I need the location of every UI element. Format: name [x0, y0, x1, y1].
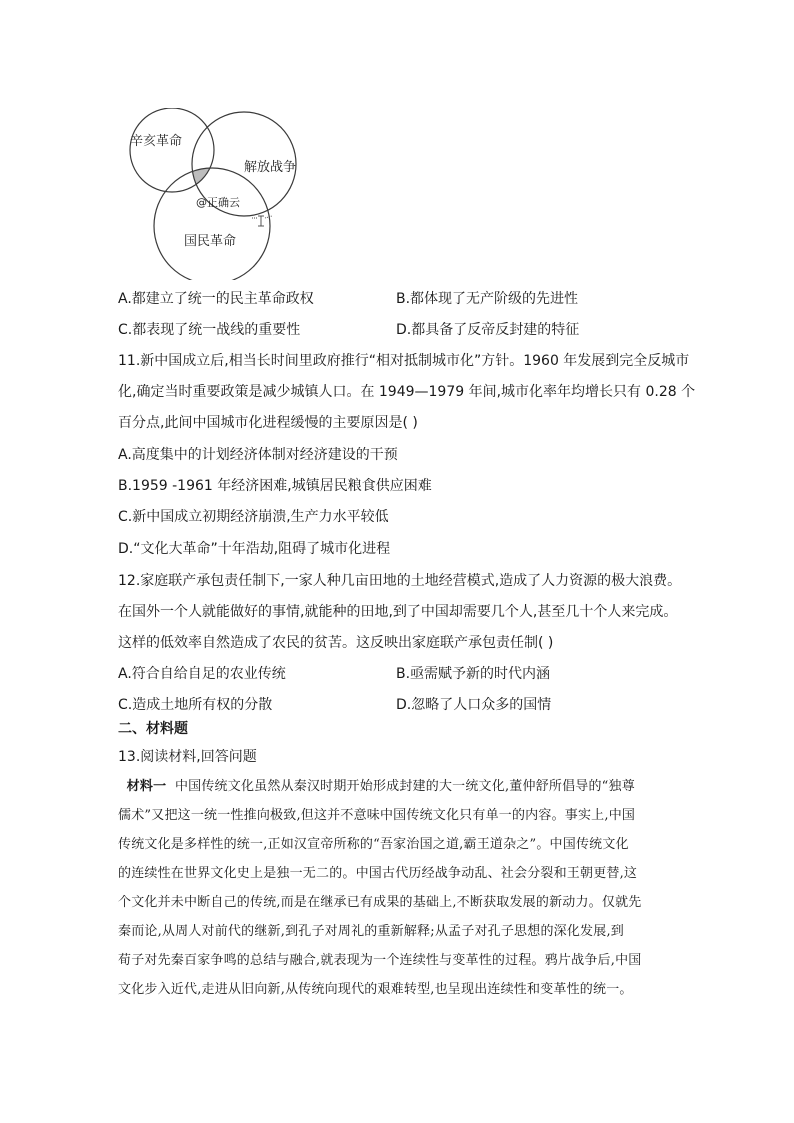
venn-watermark: @正确云	[196, 196, 240, 209]
q11-option-c: C.新中国成立初期经济崩溃,生产力水平较低	[118, 509, 389, 525]
venn-circle-guomin	[154, 168, 270, 280]
q10-option-a: A.都建立了统一的民主革命政权	[118, 291, 314, 307]
q12-stem-line-1: 12.家庭联产承包责任制下,一家人种几亩田地的土地经营模式,造成了人力资源的极大浪费。	[118, 573, 682, 589]
q12-option-b: B.亟需赋予新的时代内涵	[396, 666, 551, 682]
q10-option-d: D.都具备了反帝反封建的特征	[396, 322, 580, 338]
material-line-1: 材料一 中国传统文化虽然从秦汉时期开始形成封建的大一统文化,董仲舒所倡导的“独尊	[126, 779, 635, 794]
q12-stem-line-2: 在国外一个人就能做好的事情,就能种的田地,到了中国却需要几个人,甚至几十个人来完成。	[118, 604, 678, 620]
material-line-8: 文化步入近代,走进从旧向新,从传统向现代的艰难转型,也呈现出连续性和变革性的统一。	[118, 982, 633, 997]
q13-material-passage	[118, 772, 684, 1004]
q13-stem: 13.阅读材料,回答问题	[118, 749, 257, 765]
venn-diagram	[124, 108, 304, 280]
material-label: 材料一	[126, 779, 167, 794]
q11-option-d: D.“文化大革命”十年浩劫,阻碍了城市化进程	[118, 541, 391, 557]
venn-circle-xinhai	[130, 108, 214, 192]
section-title-material: 二、材料题	[118, 721, 188, 737]
material-line-3: 传统文化是多样性的统一,正如汉宣帝所称的“吾家治国之道,霸王道杂之”。中国传统文化	[118, 837, 629, 852]
q11-stem-line-1: 11.新中国成立后,相当长时间里政府推行“相对抵制城市化”方针。1960 年发展到完全反城市	[118, 353, 690, 369]
q12-option-c: C.造成土地所有权的分散	[118, 697, 273, 713]
venn-label-guomin: 国民革命	[184, 234, 237, 249]
material-line-7: 荀子对先秦百家争鸣的总结与融合,就表现为一个连续性与变革性的过程。鸦片战争后,中国	[118, 953, 642, 968]
q12-stem-line-3: 这样的低效率自然造成了农民的贫苦。这反映出家庭联产承包责任制( )	[118, 635, 554, 651]
material-line-4: 的连续性在世界文化史上是独一无二的。中国古代历经战争动乱、社会分裂和王朝更替,这	[118, 866, 638, 881]
q11-stem-line-2: 化,确定当时重要政策是减少城镇人口。在 1949—1979 年间,城市化率年均增长只有 0.28 个	[118, 384, 696, 400]
q12-option-d: D.忽略了人口众多的国情	[396, 697, 552, 713]
q10-option-c: C.都表现了统一战线的重要性	[118, 322, 301, 338]
venn-label-jiefang: 解放战争	[244, 160, 297, 175]
q11-option-a: A.高度集中的计划经济体制对经济建设的干预	[118, 447, 398, 463]
material-line-5: 个文化并未中断自己的传统,而是在继承已有成果的基础上,不断获取发展的新动力。仅就先	[118, 895, 642, 910]
material-line-2: 儒术”又把这一统一性推向极致,但这并不意味中国传统文化只有单一的内容。事实上,中国	[118, 808, 636, 823]
q10-option-b: B.都体现了无产阶级的先进性	[396, 291, 579, 307]
q12-option-a: A.符合自给自足的农业传统	[118, 666, 286, 682]
material-line-6: 秦而论,从周人对前代的继新,到孔子对周礼的重新解释;从孟子对孔子思想的深化发展,到	[118, 924, 624, 939]
q11-option-b: B.1959 -1961 年经济困难,城镇居民粮食供应困难	[118, 478, 432, 494]
venn-label-xinhai: 辛亥革命	[130, 134, 183, 149]
q11-stem-line-3: 百分点,此间中国城市化进程缓慢的主要原因是( )	[118, 415, 418, 431]
